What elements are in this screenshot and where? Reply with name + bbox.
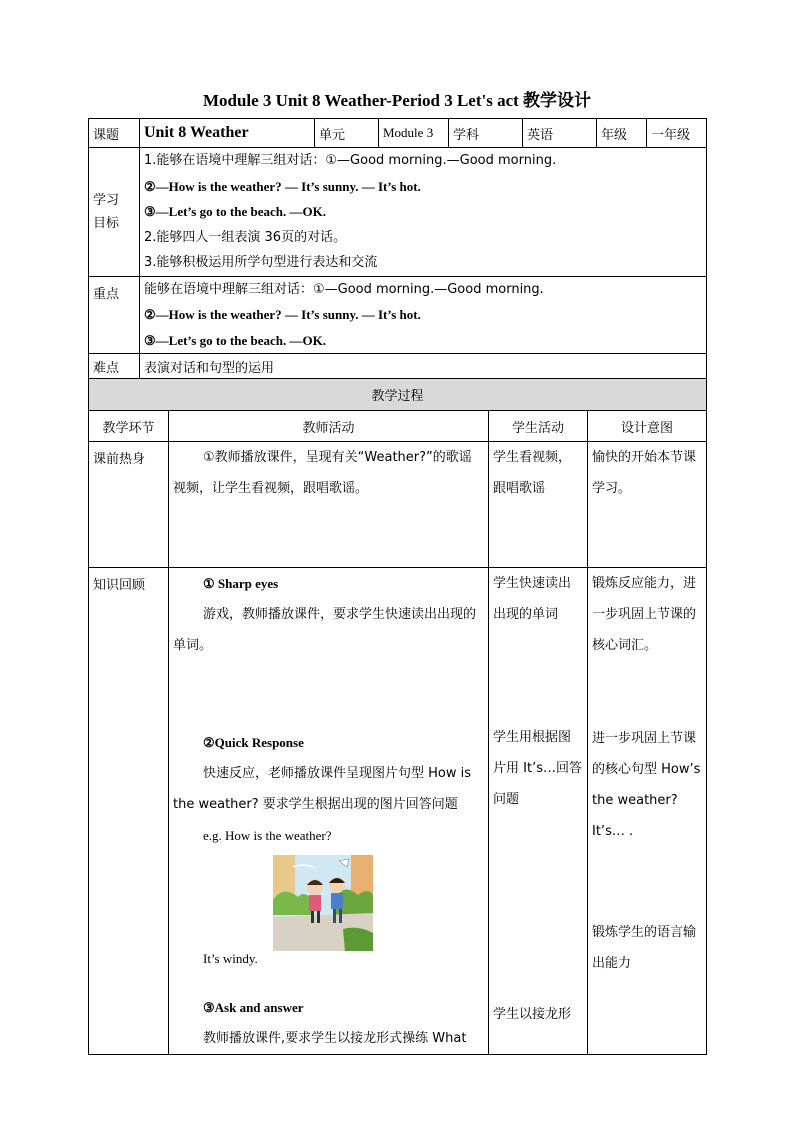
quick-response-example: e.g. How is the weather? bbox=[203, 828, 332, 843]
windy-weather-illustration bbox=[273, 855, 373, 951]
purpose-review-2: 进一步巩固上节课的核心句型 How’s the weather? It’s… . bbox=[592, 731, 701, 839]
objective-line: ③—Let’s go to the beach. —OK. bbox=[144, 204, 326, 219]
column-header: 学生活动 bbox=[489, 411, 588, 442]
process-header: 教学过程 bbox=[89, 379, 707, 411]
key-points-content bbox=[140, 276, 707, 354]
objective-line: 1.能够在语境中理解三组对话：①—Good morning.—Good morning. bbox=[144, 153, 557, 168]
student-review bbox=[489, 568, 588, 1055]
teacher-warmup bbox=[169, 442, 489, 568]
process-table bbox=[88, 378, 707, 1055]
teacher-review bbox=[169, 568, 489, 1055]
quick-response-title: ②Quick Response bbox=[203, 735, 304, 750]
column-header: 设计意图 bbox=[588, 411, 707, 442]
column-header: 教师活动 bbox=[169, 411, 489, 442]
difficulty-label: 难点 bbox=[89, 354, 140, 380]
sharp-eyes-text: 游戏，教师播放课件，要求学生快速读出出现的单词。 bbox=[173, 607, 477, 653]
stage-warmup: 课前热身 bbox=[89, 442, 169, 568]
purpose-warmup-text: 愉快的开始本节课学习。 bbox=[592, 450, 697, 496]
warmup-row bbox=[89, 442, 707, 568]
page-title: Module 3 Unit 8 Weather-Period 3 Let's act 教学设计 bbox=[202, 91, 592, 110]
purpose-review bbox=[588, 568, 707, 1055]
difficulty-value: 表演对话和句型的运用 bbox=[140, 354, 707, 380]
purpose-warmup bbox=[588, 442, 707, 568]
teacher-warmup-text: ①教师播放课件，呈现有关“Weather?”的歌谣视频，让学生看视频，跟唱歌谣。 bbox=[173, 450, 472, 496]
subject-value: 英语 bbox=[523, 119, 597, 148]
objective-line: ②—How is the weather? — It’s sunny. — It’s hot. bbox=[144, 178, 421, 194]
quick-response-text: 快速反应，老师播放课件呈现图片句型 How is the weather? 要求学生根据出现的图片回答问题 bbox=[173, 766, 472, 812]
stage-review: 知识回顾 bbox=[89, 568, 169, 1055]
review-row bbox=[89, 568, 707, 1055]
key-point-line: ②—How is the weather? — It’s sunny. — It’s hot. bbox=[144, 307, 421, 322]
objectives-label: 学习 目标 bbox=[89, 148, 140, 277]
purpose-review-3: 锻炼学生的语言输出能力 bbox=[592, 925, 697, 971]
lesson-value: Unit 8 Weather bbox=[140, 119, 315, 148]
unit-value: Module 3 bbox=[379, 119, 449, 148]
objectives-row bbox=[89, 148, 707, 277]
student-review-2: 学生用根据图片用 It’s…回答问题 bbox=[493, 730, 582, 807]
objectives-content bbox=[140, 148, 707, 277]
student-review-3: 学生以接龙形 bbox=[493, 1007, 572, 1022]
ask-answer-title: ③Ask and answer bbox=[203, 1000, 304, 1015]
info-row bbox=[89, 119, 707, 148]
objective-line: 2.能够四人一组表演 36页的对话。 bbox=[144, 229, 347, 245]
key-point-line: 能够在语境中理解三组对话：①—Good morning.—Good morning. bbox=[144, 281, 544, 297]
ask-answer-text: 教师播放课件,要求学生以接龙形式操练 What bbox=[203, 1031, 467, 1046]
grade-value: 一年级 bbox=[647, 119, 707, 148]
column-header-row bbox=[89, 411, 707, 442]
subject-label: 学科 bbox=[449, 119, 523, 148]
student-warmup bbox=[489, 442, 588, 568]
sharp-eyes-title: ① Sharp eyes bbox=[203, 576, 279, 591]
lesson-label: 课题 bbox=[89, 119, 140, 148]
objective-line: 3.能够积极运用所学句型进行表达和交流 bbox=[144, 255, 378, 270]
key-point-line: ③—Let’s go to the beach. —OK. bbox=[144, 332, 326, 348]
key-points-label: 重点 bbox=[89, 276, 140, 354]
quick-response-answer: It’s windy. bbox=[203, 951, 258, 966]
key-points-row bbox=[89, 276, 707, 354]
grade-label: 年级 bbox=[597, 119, 647, 148]
info-table bbox=[88, 118, 707, 380]
unit-label: 单元 bbox=[315, 119, 379, 148]
process-header-row bbox=[89, 379, 707, 411]
column-header: 教学环节 bbox=[89, 411, 169, 442]
difficulty-row bbox=[89, 354, 707, 380]
student-review-1: 学生快速读出出现的单词 bbox=[493, 576, 572, 622]
purpose-review-1: 锻炼反应能力，进一步巩固上节课的核心词汇。 bbox=[592, 576, 697, 653]
student-warmup-text: 学生看视频，跟唱歌谣 bbox=[493, 450, 572, 496]
